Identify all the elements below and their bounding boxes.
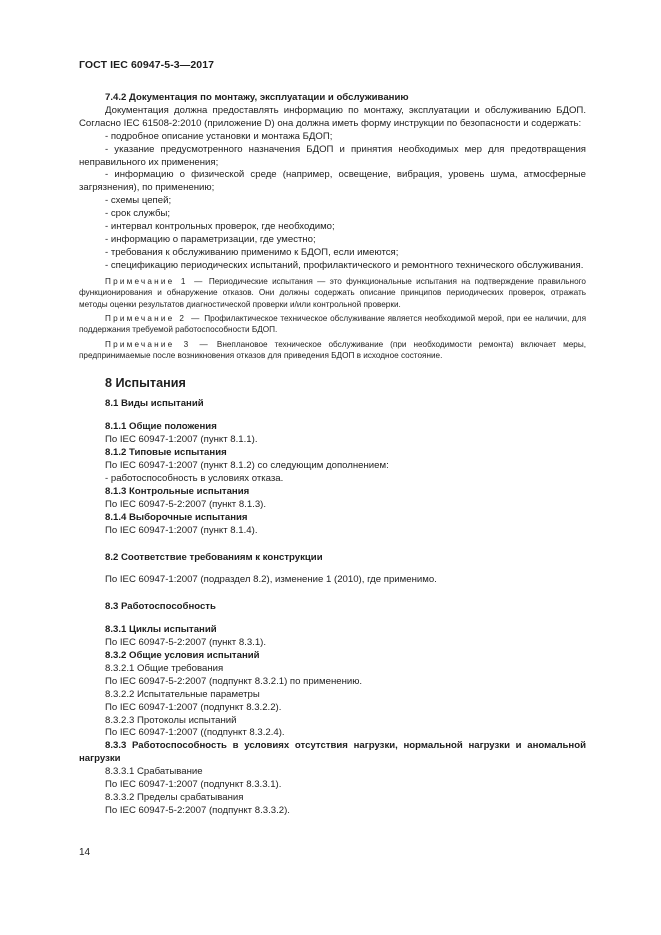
page-content xyxy=(79,92,586,818)
note-label: Примечание 1 — xyxy=(105,276,205,286)
section-8-2-text: По IEC 60947-1:2007 (подраздел 8.2), изменение 1 (2010), где применимо. xyxy=(105,574,437,586)
section-8-1-2-title: 8.1.2 Типовые испытания xyxy=(105,447,227,459)
section-8-1-4-text: По IEC 60947-1:2007 (пункт 8.1.4). xyxy=(105,524,258,536)
section-8-2-title: 8.2 Соответствие требованиям к конструкции xyxy=(105,551,323,563)
list-item: - информацию о параметризации, где уместно; xyxy=(105,233,316,245)
section-8-1-4-title: 8.1.4 Выборочные испытания xyxy=(105,511,248,523)
list-item: - подробное описание установки и монтажа БДОП; xyxy=(105,130,333,142)
list-item: - интервал контрольных проверок, где необходимо; xyxy=(105,221,335,233)
list-item: - работоспособность в условиях отказа. xyxy=(105,472,284,484)
running-header: ГОСТ IEC 60947-5-3—2017 xyxy=(79,59,215,71)
note-text: Внеплановое техническое обслуживание (при необходимости ремонта) включает меры, предпринимаемые после возникновения отказов для приведения БДОП в исходное состояние. xyxy=(79,339,586,361)
section-8-title: 8 Испытания xyxy=(105,375,186,390)
list-item: - указание предусмотренного назначения БДОП и принятия необходимых мер для предотвращения неправильного их применения; xyxy=(79,143,586,168)
section-8-3-3-2-title: 8.3.3.2 Пределы срабатывания xyxy=(105,792,244,803)
note-1 xyxy=(79,276,586,310)
page-number: 14 xyxy=(79,847,91,858)
list-item: - схемы цепей; xyxy=(105,195,172,207)
note-label: Примечание 2 — xyxy=(105,313,202,323)
list-item: - срок службы; xyxy=(105,208,171,220)
note-2 xyxy=(79,313,586,336)
section-8-3-3-1-title: 8.3.3.1 Срабатывание xyxy=(105,766,203,778)
note-label: Примечание 3 — xyxy=(105,339,210,349)
section-8-3-2-3-title: 8.3.2.3 Протоколы испытаний xyxy=(105,714,237,726)
section-8-3-3-1-text: По IEC 60947-1:2007 (подпункт 8.3.3.1). xyxy=(105,779,282,791)
section-8-1-3-text: По IEC 60947-5-2:2007 (пункт 8.1.3). xyxy=(105,498,267,510)
section-8-3-2-title: 8.3.2 Общие условия испытаний xyxy=(105,650,260,662)
section-7-4-2-title: 7.4.2 Документация по монтажу, эксплуатации и обслуживанию xyxy=(105,92,409,103)
section-8-3-2-1-title: 8.3.2.1 Общие требования xyxy=(105,662,224,674)
section-8-3-2-3-text: По IEC 60947-1:2007 ((подпункт 8.3.2.4). xyxy=(105,727,285,739)
section-8-1-3-title: 8.1.3 Контрольные испытания xyxy=(105,485,250,497)
note-text: Периодические испытания — это функциональные испытания на подтверждение правильного функционирования и обнаружение отказов. Они должны содержать описание принципов периодических проверок, отражать методы оценки результатов диагностической проверки и/или контрольной проверки. xyxy=(79,276,586,309)
section-8-3-2-1-text: По IEC 60947-5-2:2007 (подпункт 8.3.2.1) по применению. xyxy=(105,675,363,687)
note-3 xyxy=(79,339,586,362)
section-8-3-2-2-text: По IEC 60947-1:2007 (подпункт 8.3.2.2). xyxy=(105,701,282,713)
section-8-1-1-text: По IEC 60947-1:2007 (пункт 8.1.1). xyxy=(105,434,258,446)
section-8-3-2-2-title: 8.3.2.2 Испытательные параметры xyxy=(105,688,260,700)
section-7-4-2-intro: Документация должна предоставлять информацию по монтажу, эксплуатации и обслуживанию БДОП. Согласно IEC 61508-2:2010 (приложение D) она должна иметь форму инструкции по безопасности и содержать: xyxy=(79,104,586,129)
section-8-3-title: 8.3 Работоспособность xyxy=(105,601,216,613)
section-8-3-3-title: 8.3.3 Работоспособность в условиях отсутствия нагрузки, нормальной нагрузки и аномальной нагрузки xyxy=(79,740,586,765)
section-8-1-2-text: По IEC 60947-1:2007 (пункт 8.1.2) со следующим дополнением: xyxy=(105,460,389,472)
section-8-3-3-2-text: По IEC 60947-5-2:2007 (подпункт 8.3.3.2). xyxy=(105,804,290,816)
list-item: - информацию о физической среде (например, освещение, вибрация, уровень шума, атмосферные загрязнения), по применению; xyxy=(79,169,586,194)
section-8-3-1-text: По IEC 60947-5-2:2007 (пункт 8.3.1). xyxy=(105,637,267,649)
section-8-1-title: 8.1 Виды испытаний xyxy=(105,398,204,410)
list-item: - требования к обслуживанию применимо к БДОП, если имеются; xyxy=(105,246,399,258)
note-text: Профилактическое техническое обслуживание является необходимой мерой, при ее наличии, для поддержания требуемой работоспособности БДОП. xyxy=(79,313,587,335)
list-item: - спецификацию периодических испытаний, профилактического и ремонтного технического обслуживания. xyxy=(105,259,584,271)
section-8-3-1-title: 8.3.1 Циклы испытаний xyxy=(105,624,217,636)
section-8-1-1-title: 8.1.1 Общие положения xyxy=(105,421,217,433)
